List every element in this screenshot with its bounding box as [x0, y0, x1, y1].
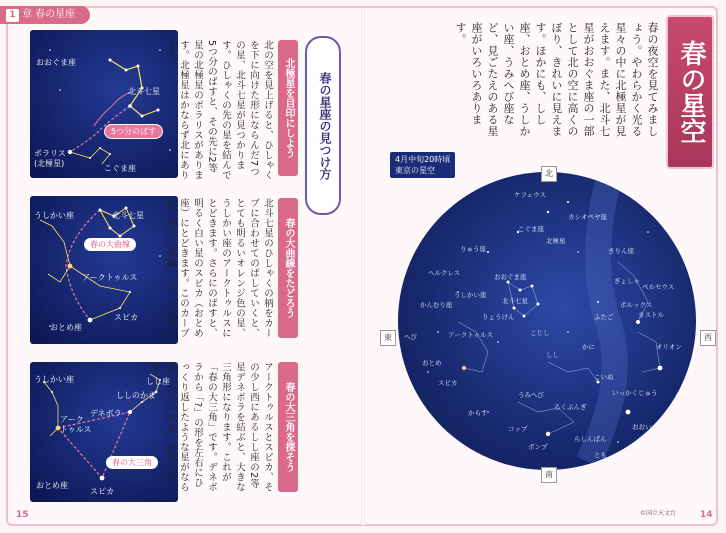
dome-label-26: スピカ	[438, 379, 458, 387]
block-1-text: 北の空を見上げると、ひしゃくを下に向けた形にならんだ7つの星、北斗七星が見つかります。ひしゃくの先の星を結んで5つ分のばすと、その先に2等星の北極星のポラリスがあります。北極星はかならず北にあります。	[164, 40, 273, 180]
block-2-text: 北斗七星のひしゃくの柄をカーブに合わせてのばしていくと、とても明るいオレンジ色の星、うしかい座のアークトゥルスにとどきます。さらにのばすと、明るく白い星のスピカ（おとめ座）にとどきます。このカーブを「春の大曲線」といいます。	[164, 198, 273, 338]
dome-label-8: うしかい座	[454, 291, 487, 299]
section-heading: 春の星座の見つけ方	[305, 36, 341, 215]
dome-label-12: ふたご	[594, 313, 614, 321]
dome-label-17: しし	[546, 351, 559, 359]
dome-label-31: ろくぶんぎ	[554, 403, 587, 411]
label-virgo-3: おとめ座	[36, 481, 68, 490]
block-3-heading: 春の大三角を探そう	[278, 362, 298, 492]
dome-label-1: カシオペヤ座	[568, 213, 607, 221]
dome-label-24: こいぬ	[594, 373, 614, 381]
label-leo: しし座	[146, 377, 170, 386]
dome-label-19: ポルックス	[620, 301, 653, 309]
chapter-number: 1	[6, 9, 19, 22]
label-triangle: 春の大三角	[106, 456, 158, 469]
label-arcturus-1: アーク	[60, 415, 84, 424]
dome-label-2: こぐま座	[518, 225, 544, 233]
dome-label-4: りゅう座	[460, 245, 486, 253]
dome-label-32: ポンプ	[528, 443, 548, 451]
dome-label-5: きりん座	[608, 247, 634, 255]
dome-label-14: りょうけん	[482, 313, 515, 321]
label-ursa-minor: こぐま座	[104, 164, 136, 173]
dome-label-0: ケフェウス	[514, 191, 546, 199]
label-ursa-major: おおぐま座	[36, 58, 76, 67]
label-arcturus-2: トゥルス	[60, 425, 92, 434]
page-title: 春の星空	[666, 15, 714, 169]
dome-label-30: コップ	[508, 425, 528, 433]
block-1-heading: 北極星を目印にしよう	[278, 40, 298, 176]
dome-label-15: かに	[582, 343, 595, 351]
block-2-heading: 春の大曲線をたどろう	[278, 198, 298, 338]
dome-label-25: いっかくじゅう	[612, 389, 658, 397]
dome-label-20: カストル	[638, 311, 664, 319]
dome-label-22: へび	[404, 333, 417, 341]
label-polaris-sub: (北極星)	[34, 159, 65, 168]
dome-caption-line2: 東京の星空	[395, 166, 435, 175]
image-credit: ©国立天文台	[640, 510, 677, 517]
chapter-title: 章 春の星座	[22, 9, 76, 20]
dome-label-29: おおいぬ	[632, 423, 658, 431]
block-3-text: アークトゥルスとスピカ、その少し西にあるしし座の2等星デネボラを結ぶと、大きな三角形になります。これが「春の大三角」です。デネボラから「?」の形を左右にひっくり返したような星がならぶ「ししのかま」があります。	[150, 362, 273, 492]
label-sickle: ししのかま	[116, 391, 156, 400]
page-number-left: 15	[16, 510, 29, 520]
label-big-dipper: 北斗七星	[128, 87, 160, 96]
label-spica: スピカ	[114, 313, 138, 322]
dome-label-34: とも	[594, 451, 607, 459]
direction-north: 北	[541, 166, 557, 182]
dome-label-23: おとめ	[422, 359, 442, 367]
star-dome	[398, 172, 696, 470]
center-fold	[361, 8, 365, 525]
dome-label-6: ペルセウス	[642, 283, 675, 291]
label-spica-3: スピカ	[90, 487, 114, 496]
dome-label-3: 北極星	[546, 237, 566, 245]
dome-label-18: アークトゥルス	[448, 331, 493, 339]
dome-label-33: らしんばん	[574, 435, 607, 443]
dome-label-28: うみへび	[518, 391, 544, 399]
label-arcturus: アークトゥルス	[82, 273, 138, 282]
dome-label-7: ヘルクレス	[428, 269, 461, 277]
dome-label-21: オリオン	[656, 343, 682, 351]
dome-label-11: かんむり座	[420, 301, 453, 309]
dome-label-9: おおぐま座	[494, 273, 527, 281]
direction-west: 西	[700, 330, 716, 346]
direction-south: 南	[541, 467, 557, 483]
label-big-dipper-2: 北斗七星	[112, 211, 144, 220]
dome-label-16: こじし	[530, 329, 550, 337]
dome-label-27: からす	[468, 409, 488, 417]
label-bootes-3: うしかい座	[34, 375, 74, 384]
label-virgo: おとめ座	[50, 323, 82, 332]
dome-caption	[390, 152, 455, 178]
label-denebola: デネボラ	[90, 409, 122, 418]
direction-east: 東	[380, 330, 396, 346]
panel-spring-curve	[30, 196, 178, 344]
intro-text: 春の夜空を見てみましょう。やわらかく光る星々の中に北極星が見えます。また、北斗七星がおおぐま座の一部として北の空に高くのぼり、きれいに見えます。ほかにも、しし座、おとめ座、うしかい座、うみへび座など、見ごたえのある星座がいろいろあります。	[454, 22, 659, 137]
dome-label-10: 北斗七星	[502, 297, 528, 305]
label-spring-curve: 春の大曲線	[84, 238, 136, 251]
label-polaris: ポラリス	[34, 149, 66, 158]
label-bootes: うしかい座	[34, 211, 74, 220]
dome-label-13: ぎょしゃ	[614, 277, 640, 285]
page-number-right: 14	[700, 510, 713, 520]
chapter-tab	[0, 6, 90, 24]
dome-caption-line1: 4月中旬20時頃	[395, 155, 451, 164]
label-five-times: 5つ分のばす	[104, 124, 163, 139]
panel-spring-triangle	[30, 362, 178, 502]
panel-polaris	[30, 30, 178, 178]
